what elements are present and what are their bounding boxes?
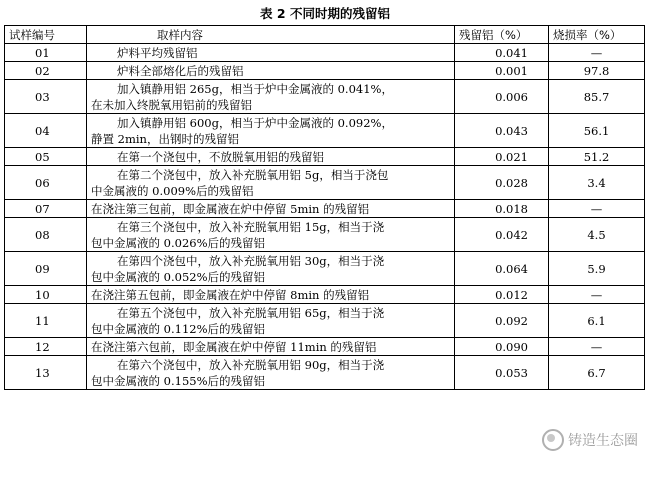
cell-sample-no: 11 xyxy=(5,304,87,338)
content-line-1 xyxy=(91,253,450,269)
header-residual: 残留铝（%） xyxy=(455,26,549,44)
content-line-1-text: 加入镇静用铝 265g，相当于炉中金属液的 0.041%， xyxy=(117,81,393,96)
cell-content xyxy=(87,338,455,356)
table-row xyxy=(5,62,645,80)
content-line-1-text: 在第一个浇包中，不放脱氧用铝的残留铝 xyxy=(117,149,324,164)
content-line-1-text: 在第五个浇包中，放入补充脱氧用铝 65g，相当于浇 xyxy=(117,305,385,320)
content-line-1-text: 在第四个浇包中，放入补充脱氧用铝 30g，相当于浇 xyxy=(117,253,385,268)
cell-loss-rate: 51.2 xyxy=(549,148,645,166)
content-line-2: 在未加入终脱氧用铝前的残留铝 xyxy=(91,97,252,112)
content-line-2: 包中金属液的 0.155%后的残留铝 xyxy=(91,373,266,388)
cell-loss-rate: — xyxy=(549,338,645,356)
cell-loss-rate: — xyxy=(549,200,645,218)
content-line-1 xyxy=(91,81,450,97)
content-line-1-text: 加入镇静用铝 600g，相当于炉中金属液的 0.092%， xyxy=(117,115,393,130)
cell-content xyxy=(87,200,455,218)
cell-content xyxy=(87,356,455,390)
cell-loss-rate: — xyxy=(549,286,645,304)
cell-content xyxy=(87,166,455,200)
residual-aluminum-table xyxy=(4,25,645,390)
cell-loss-rate: 4.5 xyxy=(549,218,645,252)
table-row xyxy=(5,200,645,218)
cell-residual: 0.064 xyxy=(455,252,549,286)
table-row xyxy=(5,148,645,166)
cell-content xyxy=(87,62,455,80)
table-row xyxy=(5,356,645,390)
content-line-1-text: 在浇注第三包前，即金属液在炉中停留 5min 的残留铝 xyxy=(91,201,370,216)
content-line-1-text: 炉料平均残留铝 xyxy=(117,45,198,60)
table-row xyxy=(5,80,645,114)
cell-sample-no: 02 xyxy=(5,62,87,80)
content-line-2: 中金属液的 0.009%后的残留铝 xyxy=(91,183,254,198)
content-line-1 xyxy=(91,339,450,355)
cell-sample-no: 12 xyxy=(5,338,87,356)
cell-sample-no: 04 xyxy=(5,114,87,148)
content-line-1 xyxy=(91,45,450,61)
cell-residual: 0.021 xyxy=(455,148,549,166)
content-line-1 xyxy=(91,63,450,79)
cell-loss-rate: 6.7 xyxy=(549,356,645,390)
table-row xyxy=(5,286,645,304)
cell-loss-rate: 6.1 xyxy=(549,304,645,338)
table-row xyxy=(5,252,645,286)
content-line-1 xyxy=(91,357,450,373)
cell-residual: 0.053 xyxy=(455,356,549,390)
cell-loss-rate: — xyxy=(549,44,645,62)
cell-sample-no: 03 xyxy=(5,80,87,114)
content-line-1-text: 在浇注第六包前，即金属液在炉中停留 11min 的残留铝 xyxy=(91,339,377,354)
header-sample-no: 试样编号 xyxy=(5,26,87,44)
cell-sample-no: 08 xyxy=(5,218,87,252)
header-content: 取样内容 xyxy=(87,26,455,44)
content-line-1-text: 在浇注第五包前，即金属液在炉中停留 8min 的残留铝 xyxy=(91,287,370,302)
content-line-2: 包中金属液的 0.026%后的残留铝 xyxy=(91,235,266,250)
content-line-1 xyxy=(91,287,450,303)
content-line-2: 包中金属液的 0.052%后的残留铝 xyxy=(91,269,266,284)
cell-residual: 0.001 xyxy=(455,62,549,80)
content-line-1 xyxy=(91,201,450,217)
table-row xyxy=(5,44,645,62)
cell-residual: 0.041 xyxy=(455,44,549,62)
table-row xyxy=(5,304,645,338)
cell-sample-no: 07 xyxy=(5,200,87,218)
cell-content xyxy=(87,148,455,166)
cell-sample-no: 09 xyxy=(5,252,87,286)
cell-loss-rate: 85.7 xyxy=(549,80,645,114)
cell-residual: 0.028 xyxy=(455,166,549,200)
content-line-1-text: 在第六个浇包中，放入补充脱氧用铝 90g，相当于浇 xyxy=(117,357,385,372)
cell-sample-no: 01 xyxy=(5,44,87,62)
watermark-text: 铸造生态圈 xyxy=(568,433,638,449)
table-row xyxy=(5,114,645,148)
cell-residual: 0.092 xyxy=(455,304,549,338)
watermark xyxy=(542,429,638,451)
table-title: 表 2 不同时期的残留铝 xyxy=(260,6,390,21)
header-loss-rate: 烧损率（%） xyxy=(549,26,645,44)
content-line-1-text: 在第三个浇包中，放入补充脱氧用铝 15g，相当于浇 xyxy=(117,219,385,234)
cell-residual: 0.043 xyxy=(455,114,549,148)
cell-content xyxy=(87,252,455,286)
cell-sample-no: 10 xyxy=(5,286,87,304)
header-row xyxy=(5,26,645,44)
content-line-2: 包中金属液的 0.112%后的残留铝 xyxy=(91,321,266,336)
content-line-1 xyxy=(91,167,450,183)
cell-sample-no: 13 xyxy=(5,356,87,390)
cell-sample-no: 06 xyxy=(5,166,87,200)
cell-content xyxy=(87,44,455,62)
cell-content xyxy=(87,114,455,148)
wechat-logo-icon xyxy=(542,429,564,451)
cell-loss-rate: 3.4 xyxy=(549,166,645,200)
cell-residual: 0.006 xyxy=(455,80,549,114)
cell-residual: 0.012 xyxy=(455,286,549,304)
cell-content xyxy=(87,218,455,252)
content-line-1 xyxy=(91,305,450,321)
cell-residual: 0.018 xyxy=(455,200,549,218)
content-line-1-text: 炉料全部熔化后的残留铝 xyxy=(117,63,244,78)
cell-content xyxy=(87,80,455,114)
cell-loss-rate: 56.1 xyxy=(549,114,645,148)
content-line-2: 静置 2min，出钢时的残留铝 xyxy=(91,131,239,146)
cell-residual: 0.042 xyxy=(455,218,549,252)
content-line-1 xyxy=(91,149,450,165)
content-line-1 xyxy=(91,115,450,131)
cell-residual: 0.090 xyxy=(455,338,549,356)
table-row xyxy=(5,218,645,252)
cell-sample-no: 05 xyxy=(5,148,87,166)
cell-loss-rate: 5.9 xyxy=(549,252,645,286)
cell-loss-rate: 97.8 xyxy=(549,62,645,80)
content-line-1 xyxy=(91,219,450,235)
cell-content xyxy=(87,304,455,338)
cell-content xyxy=(87,286,455,304)
table-row xyxy=(5,166,645,200)
content-line-1-text: 在第二个浇包中，放入补充脱氧用铝 5g，相当于浇包 xyxy=(117,167,389,182)
table-row xyxy=(5,338,645,356)
